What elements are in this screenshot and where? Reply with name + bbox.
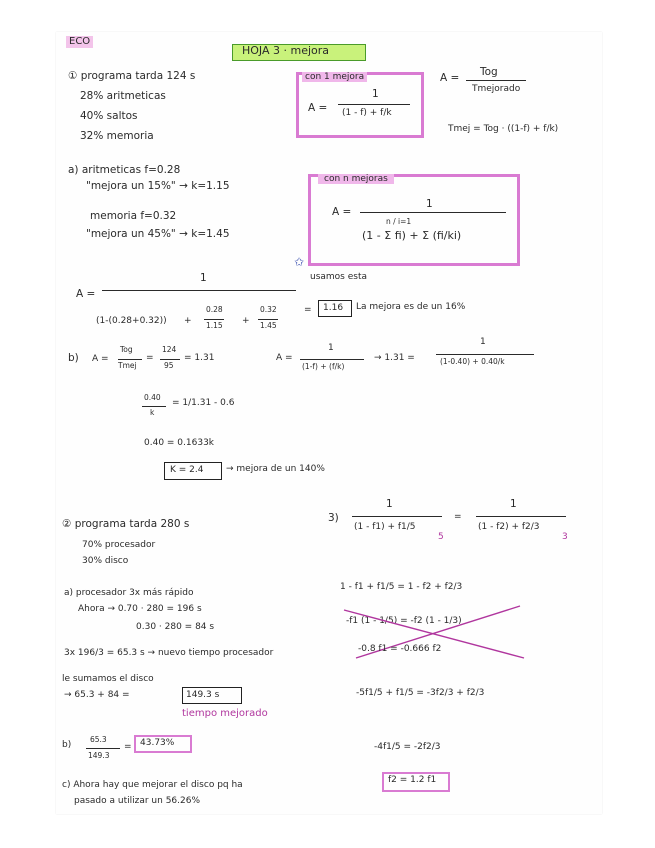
formula-1-A: A = — [308, 102, 328, 114]
formula-1-title: con 1 mejora — [302, 72, 367, 82]
notebook-page — [56, 32, 602, 814]
ex2-a-line6: → 65.3 + 84 = — [64, 690, 130, 700]
ex1-p3: 32% memoria — [80, 130, 154, 142]
formula-1-den: (1 - f) + f/k — [342, 108, 392, 118]
ex1-b-den3: (1-0.40) + 0.40/k — [440, 357, 505, 366]
ex1-b-arrow: → 1.31 = — [374, 353, 415, 363]
ex2-b-label: b) — [62, 740, 72, 750]
ex2-a-line5: le sumamos el disco — [62, 674, 154, 684]
page-title: HOJA 3 · mejora — [242, 44, 330, 57]
ex2-b-n: 65.3 — [90, 735, 107, 744]
ex1-b-131: = 1.31 — [184, 353, 215, 363]
ex2-b-eq: = — [124, 742, 132, 752]
ex2-a-result: 149.3 s — [186, 690, 220, 700]
ex1-b-A: A = — [92, 354, 109, 364]
ex1-b-step1-r: = 1/1.31 - 0.6 — [172, 398, 235, 408]
ex1-b-k: K = 2.4 — [170, 465, 204, 475]
ex3-eq6: -4f1/5 = -2f2/3 — [374, 742, 441, 752]
ex3-num2: 1 — [510, 498, 517, 510]
ex2-c-line1: c) Ahora hay que mejorar el disco pq ha — [62, 780, 243, 790]
ex2-b-result: 43.73% — [140, 738, 175, 748]
ex1-a-line3: memoria f=0.32 — [90, 210, 177, 222]
ex1-big-f2n: 0.32 — [260, 305, 277, 314]
ex1-result-value: 1.16 — [323, 303, 344, 313]
ex2-p1: 70% procesador — [82, 540, 156, 550]
rhs-tmej-eq: Tmej = Tog · ((1-f) + f/k) — [448, 124, 559, 134]
ex3-eq4: -0.8 f1 = -0.666 f2 — [358, 644, 442, 654]
ex1-p1: 28% aritmeticas — [80, 90, 166, 102]
ex1-big-A: A = — [76, 288, 96, 300]
rhs-A: A = — [440, 72, 460, 84]
usamos-note: usamos esta — [310, 272, 368, 282]
formula-n-limits: n / i=1 — [386, 217, 412, 226]
ex1-big-f1d: 1.15 — [206, 321, 223, 330]
ex3-num1: 1 — [386, 498, 393, 510]
formula-n-num: 1 — [426, 198, 433, 210]
formula-1-num: 1 — [372, 88, 379, 100]
ex2-a-result-note: tiempo mejorado — [182, 708, 268, 719]
header-tag: ECO — [66, 36, 93, 48]
ex1-a-line1: a) aritmeticas f=0.28 — [68, 164, 181, 176]
ex1-big-f2d: 1.45 — [260, 321, 277, 330]
rhs-tmej: Tmejorado — [472, 84, 521, 94]
ex1-b-step1-n: 0.40 — [144, 393, 161, 402]
ex1-result-text: La mejora es de un 16% — [356, 302, 466, 312]
ex3-eq-sign: = — [454, 512, 462, 522]
ex2-a-line1: a) procesador 3x más rápido — [64, 588, 194, 598]
ex1-b-eq: = — [146, 353, 154, 363]
ex1-b-num2: 1 — [328, 343, 334, 353]
ex2-a-line4: 3x 196/3 = 65.3 s → nuevo tiempo procesador — [64, 648, 274, 658]
ex1-b-A2: A = — [276, 353, 293, 363]
ex2-p2: 30% disco — [82, 556, 129, 566]
ex2-a-line2: Ahora → 0.70 · 280 = 196 s — [78, 604, 202, 614]
ex1-b-den2: (1-f) + (f/k) — [302, 362, 345, 371]
ex1-b-95: 95 — [164, 361, 174, 370]
star-icon: ✩ — [294, 255, 305, 269]
ex2-heading: ② programa tarda 280 s — [62, 518, 190, 530]
ex1-big-num: 1 — [200, 272, 207, 284]
ex1-b-124: 124 — [162, 345, 177, 354]
ex1-heading: ① programa tarda 124 s — [68, 70, 196, 82]
ex1-equals: = — [304, 305, 312, 315]
ex1-b-k-text: → mejora de un 140% — [226, 464, 325, 474]
formula-n-title: con n mejoras — [318, 174, 394, 184]
ex1-big-f1n: 0.28 — [206, 305, 223, 314]
ex1-big-den1: (1-(0.28+0.32)) — [96, 316, 167, 326]
ex3-result: f2 = 1.2 f1 — [388, 775, 437, 785]
ex3-eq1-rhs: (1 - f2) + f2/3 — [478, 522, 540, 532]
ex3-k3: 3 — [562, 532, 568, 542]
ex1-p2: 40% saltos — [80, 110, 138, 122]
ex1-b-label: b) — [68, 352, 79, 364]
ex2-b-d: 149.3 — [88, 751, 110, 760]
ex1-b-tog: Tog — [120, 345, 133, 354]
ex3-label: 3) — [328, 512, 339, 524]
ex3-k5: 5 — [438, 532, 444, 542]
ex1-b-step2: 0.40 = 0.1633k — [144, 438, 215, 448]
ex1-big-plus1: + — [184, 316, 192, 326]
rhs-tog: Tog — [480, 66, 498, 78]
ex1-big-plus2: + — [242, 316, 250, 326]
formula-n-A: A = — [332, 206, 352, 218]
ex1-b-num3: 1 — [480, 337, 486, 347]
ex1-a-line2: "mejora un 15%" → k=1.15 — [86, 180, 230, 192]
ex3-eq1-lhs: (1 - f1) + f1/5 — [354, 522, 416, 532]
formula-n-den: (1 - Σ fi) + Σ (fi/ki) — [362, 229, 462, 242]
ex3-eq2: 1 - f1 + f1/5 = 1 - f2 + f2/3 — [340, 582, 463, 592]
ex2-c-line2: pasado a utilizar un 56.26% — [74, 796, 201, 806]
strike-through-marks — [56, 32, 602, 814]
ex1-a-line4: "mejora un 45%" → k=1.45 — [86, 228, 230, 240]
ex3-eq3: -f1 (1 - 1/5) = -f2 (1 - 1/3) — [346, 616, 462, 626]
ex2-a-line3: 0.30 · 280 = 84 s — [136, 622, 215, 632]
ex1-b-tmej: Tmej — [118, 361, 137, 370]
ex3-eq5: -5f1/5 + f1/5 = -3f2/3 + f2/3 — [356, 688, 485, 698]
ex1-b-step1-d: k — [150, 408, 155, 417]
